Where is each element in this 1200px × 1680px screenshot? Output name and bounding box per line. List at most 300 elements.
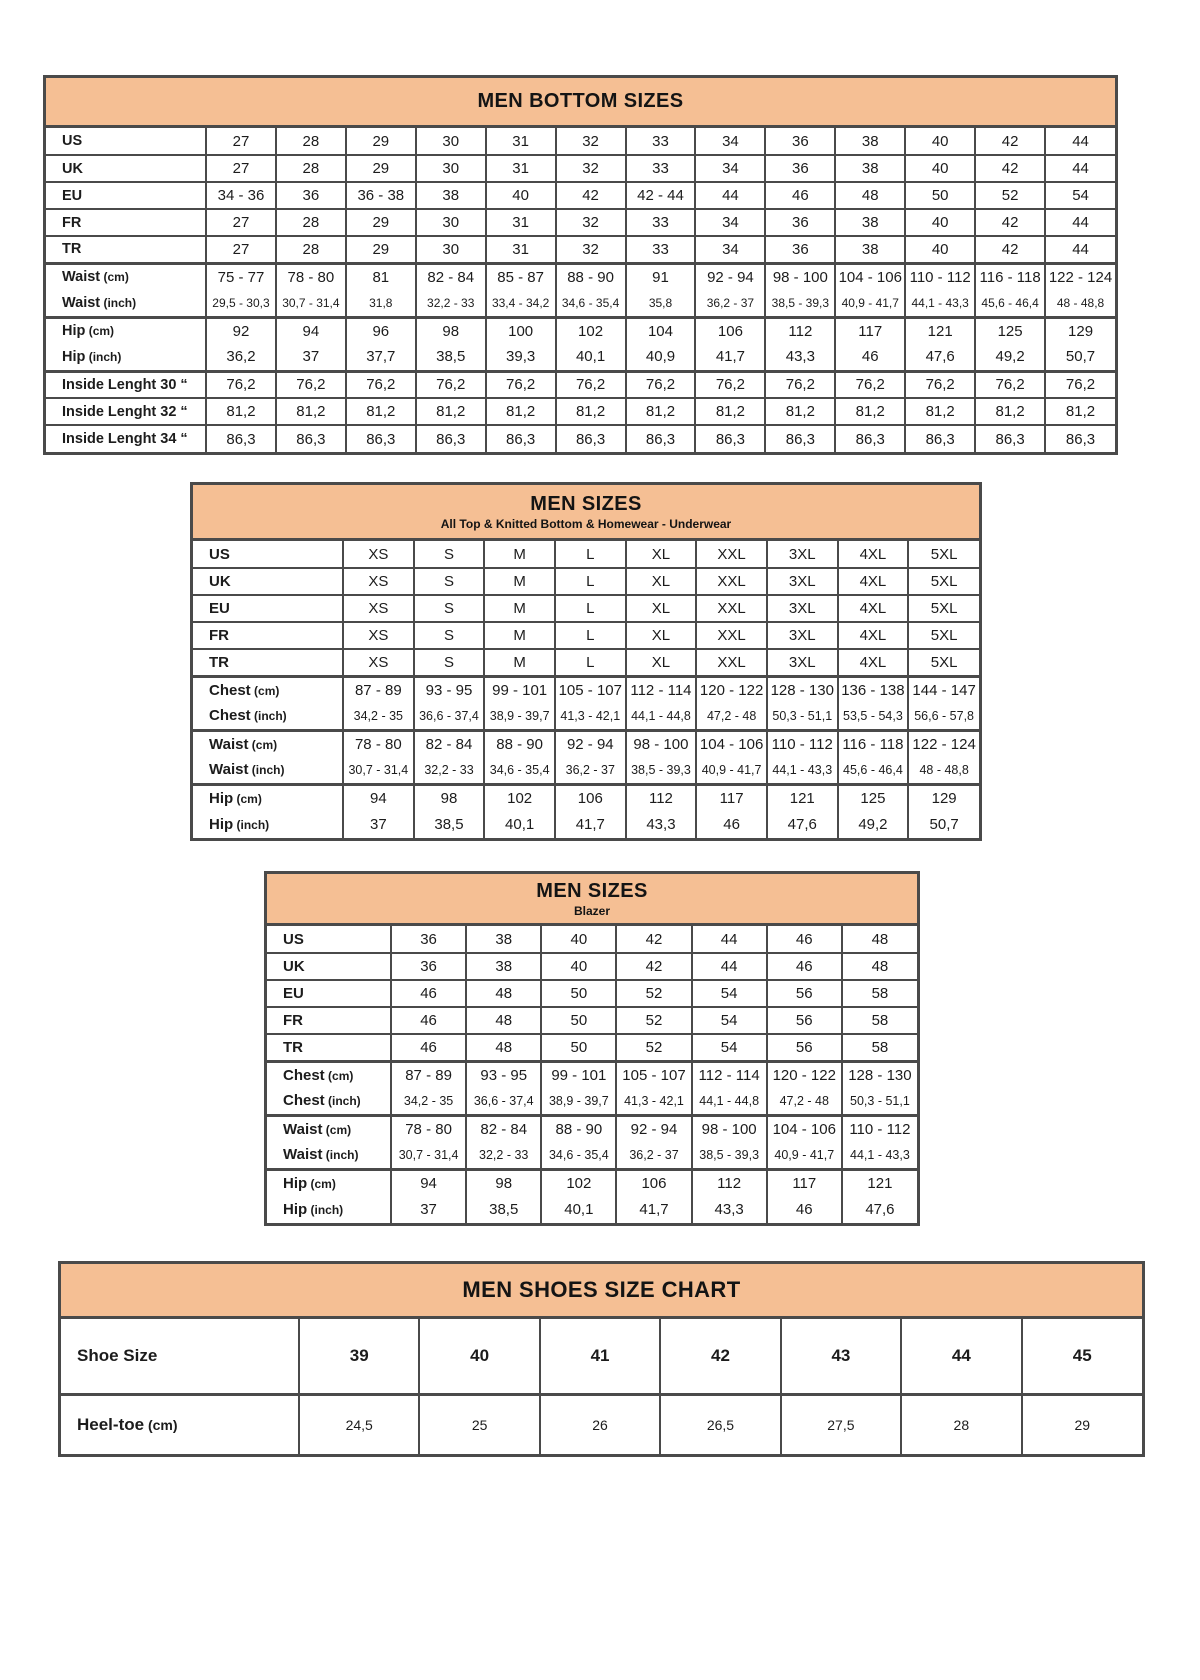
table-cell: 31 <box>486 209 556 236</box>
table-cell: 110 - 112 <box>767 730 838 757</box>
table-cell: 106 <box>555 784 626 811</box>
table-cell: 34 - 36 <box>206 182 276 209</box>
men-bottom-sizes-grid <box>46 128 1115 452</box>
table-cell: 46 <box>391 980 466 1007</box>
table-cell: 76,2 <box>416 371 486 398</box>
table-row <box>46 290 1115 317</box>
table-cell: 33 <box>626 155 696 182</box>
table-cell: 42 - 44 <box>626 182 696 209</box>
table-cell: 29 <box>346 236 416 263</box>
table-cell: 27 <box>206 128 276 155</box>
table-row <box>193 568 979 595</box>
row-label: Waist (cm) <box>193 730 343 757</box>
table-cell: 44,1 - 43,3 <box>767 757 838 784</box>
row-label: US <box>283 930 304 948</box>
row-label: UK <box>46 155 206 182</box>
table-cell: 4XL <box>838 595 909 622</box>
table-cell: 93 - 95 <box>414 676 485 703</box>
table-cell: S <box>414 622 485 649</box>
table-cell: 92 - 94 <box>616 1115 691 1142</box>
row-label: Waist (inch) <box>62 294 137 311</box>
table-cell: 40 <box>905 209 975 236</box>
table-cell: M <box>484 568 555 595</box>
table-cell: 40 <box>905 236 975 263</box>
table-cell: 49,2 <box>975 344 1045 371</box>
row-label: Chest (inch) <box>283 1092 361 1110</box>
table-cell: 112 - 114 <box>692 1061 767 1088</box>
table-cell: 37 <box>276 344 346 371</box>
table-title: MEN SIZES <box>536 879 648 902</box>
table-cell: 78 - 80 <box>276 263 346 290</box>
table-cell: 76,2 <box>905 371 975 398</box>
table-cell: 34 <box>695 236 765 263</box>
table-cell: 98 - 100 <box>765 263 835 290</box>
table-cell: 86,3 <box>975 425 1045 452</box>
row-label: EU <box>267 980 391 1007</box>
table-cell: 44,1 - 44,8 <box>692 1088 767 1115</box>
table-cell: 117 <box>767 1169 842 1196</box>
table-cell: 94 <box>276 317 346 344</box>
table-cell: 38,5 <box>414 811 485 838</box>
row-label: Inside Lenght 30 “ <box>46 371 206 398</box>
table-cell: 42 <box>556 182 626 209</box>
table-cell: 36,2 - 37 <box>616 1142 691 1169</box>
table-cell: 34,6 - 35,4 <box>541 1142 616 1169</box>
table-cell: 41,3 - 42,1 <box>616 1088 691 1115</box>
table-cell: 92 - 94 <box>555 730 626 757</box>
table-cell: 48 - 48,8 <box>1045 290 1115 317</box>
table-cell: 44 <box>1045 236 1115 263</box>
table-cell: 112 <box>692 1169 767 1196</box>
men-sizes-top-header <box>193 485 979 541</box>
table-cell: 76,2 <box>346 371 416 398</box>
table-cell: 82 - 84 <box>416 263 486 290</box>
table-cell: L <box>555 649 626 676</box>
table-cell: 81,2 <box>626 398 696 425</box>
table-cell: 38 <box>466 953 541 980</box>
table-cell: 48 <box>466 980 541 1007</box>
table-row <box>46 344 1115 371</box>
table-row <box>46 182 1115 209</box>
table-cell: 56,6 - 57,8 <box>908 703 979 730</box>
table-cell: 36 <box>765 155 835 182</box>
table-cell: 30 <box>416 155 486 182</box>
table-cell: 40,1 <box>484 811 555 838</box>
table-row <box>267 1061 917 1088</box>
table-row <box>267 1169 917 1196</box>
table-cell: 34,2 - 35 <box>343 703 414 730</box>
table-row <box>46 398 1115 425</box>
table-cell: 47,6 <box>842 1196 917 1223</box>
table-cell: XXL <box>696 541 767 568</box>
men-shoes-size-chart-grid <box>61 1319 1142 1454</box>
table-cell: 41,7 <box>695 344 765 371</box>
table-cell: 125 <box>975 317 1045 344</box>
table-cell: 33,4 - 34,2 <box>486 290 556 317</box>
table-cell: 81,2 <box>346 398 416 425</box>
table-cell: 38,5 - 39,3 <box>626 757 697 784</box>
row-label: FR <box>267 1007 391 1034</box>
table-cell: 5XL <box>908 649 979 676</box>
table-cell: 48 <box>466 1007 541 1034</box>
table-cell: 46 <box>391 1034 466 1061</box>
table-cell: 88 - 90 <box>541 1115 616 1142</box>
row-label: Chest (cm) <box>267 1061 391 1088</box>
table-cell: XS <box>343 649 414 676</box>
table-cell: 76,2 <box>765 371 835 398</box>
table-row <box>193 757 979 784</box>
table-cell: 40 <box>905 128 975 155</box>
table-cell: 98 <box>414 784 485 811</box>
table-cell: 94 <box>343 784 414 811</box>
table-cell: 40 <box>486 182 556 209</box>
table-cell: 81 <box>346 263 416 290</box>
table-cell: 45,6 - 46,4 <box>838 757 909 784</box>
table-cell: 33 <box>626 236 696 263</box>
table-cell: 42 <box>975 236 1045 263</box>
table-cell: 120 - 122 <box>767 1061 842 1088</box>
table-cell: 50 <box>541 980 616 1007</box>
table-cell: 54 <box>692 1034 767 1061</box>
table-cell: 41 <box>540 1319 660 1394</box>
table-cell: 58 <box>842 1034 917 1061</box>
table-cell: 34 <box>695 209 765 236</box>
table-cell: 46 <box>767 1196 842 1223</box>
row-label: Inside Lenght 32 “ <box>46 398 206 425</box>
table-cell: 36 <box>765 209 835 236</box>
table-title: MEN BOTTOM SIZES <box>477 90 684 112</box>
table-row <box>46 371 1115 398</box>
table-cell: 38 <box>835 155 905 182</box>
table-cell: 56 <box>767 1007 842 1034</box>
table-cell: 86,3 <box>1045 425 1115 452</box>
table-cell: 44 <box>1045 209 1115 236</box>
table-cell: 36 - 38 <box>346 182 416 209</box>
table-cell: XL <box>626 622 697 649</box>
row-label: Waist (cm) <box>46 263 206 290</box>
table-cell: 36 <box>276 182 346 209</box>
table-cell: 42 <box>975 128 1045 155</box>
table-cell: 34,2 - 35 <box>391 1088 466 1115</box>
table-cell: XS <box>343 622 414 649</box>
table-row <box>46 155 1115 182</box>
table-cell: 38,9 - 39,7 <box>541 1088 616 1115</box>
table-cell: 96 <box>346 317 416 344</box>
table-row <box>267 1115 917 1142</box>
table-cell: 34,6 - 35,4 <box>484 757 555 784</box>
table-cell: 48 <box>835 182 905 209</box>
table-cell: 87 - 89 <box>391 1061 466 1088</box>
table-cell: 38,5 - 39,3 <box>692 1142 767 1169</box>
row-label: UK <box>193 568 343 595</box>
table-cell: 36 <box>765 236 835 263</box>
table-cell: 42 <box>660 1319 780 1394</box>
table-cell: 86,3 <box>276 425 346 452</box>
table-row <box>267 953 917 980</box>
table-cell: XL <box>626 649 697 676</box>
row-label: Waist (cm) <box>267 1115 391 1142</box>
table-cell: 28 <box>901 1394 1021 1454</box>
table-cell: 32,2 - 33 <box>416 290 486 317</box>
table-cell: 3XL <box>767 568 838 595</box>
table-cell: 29 <box>346 128 416 155</box>
table-cell: 45,6 - 46,4 <box>975 290 1045 317</box>
table-cell: L <box>555 595 626 622</box>
table-cell: 82 - 84 <box>414 730 485 757</box>
table-cell: 42 <box>975 209 1045 236</box>
table-row <box>61 1319 1142 1394</box>
table-cell: 129 <box>1045 317 1115 344</box>
table-cell: 40 <box>419 1319 539 1394</box>
table-cell: 44,1 - 43,3 <box>842 1142 917 1169</box>
table-cell: 26,5 <box>660 1394 780 1454</box>
table-cell: 85 - 87 <box>486 263 556 290</box>
row-label: UK <box>267 953 391 980</box>
men-sizes-blazer-header <box>267 874 917 926</box>
table-cell: 38,5 - 39,3 <box>765 290 835 317</box>
table-cell: 46 <box>696 811 767 838</box>
table-row <box>61 1394 1142 1454</box>
table-cell: 32 <box>556 209 626 236</box>
table-cell: XXL <box>696 649 767 676</box>
men-bottom-sizes-header <box>46 78 1115 128</box>
table-cell: 82 - 84 <box>466 1115 541 1142</box>
row-label: Hip (cm) <box>193 784 343 811</box>
table-cell: 47,6 <box>767 811 838 838</box>
table-cell: 29 <box>346 155 416 182</box>
table-row <box>267 1088 917 1115</box>
table-cell: 28 <box>276 209 346 236</box>
table-row <box>193 622 979 649</box>
table-row <box>46 317 1115 344</box>
table-cell: 48 <box>842 926 917 953</box>
men-shoes-size-chart-table <box>58 1261 1145 1457</box>
table-cell: XXL <box>696 568 767 595</box>
table-cell: 30 <box>416 209 486 236</box>
table-cell: 116 - 118 <box>838 730 909 757</box>
table-cell: 86,3 <box>765 425 835 452</box>
table-cell: 86,3 <box>486 425 556 452</box>
table-cell: XS <box>343 595 414 622</box>
table-cell: 32 <box>556 155 626 182</box>
table-cell: 52 <box>616 980 691 1007</box>
size-chart-page <box>0 75 1200 1457</box>
table-cell: 81,2 <box>276 398 346 425</box>
table-cell: 98 - 100 <box>626 730 697 757</box>
row-label: Chest (cm) <box>193 676 343 703</box>
row-label: US <box>209 545 230 563</box>
table-cell: 49,2 <box>838 811 909 838</box>
table-cell: 31 <box>486 128 556 155</box>
table-cell: 36,2 <box>206 344 276 371</box>
men-sizes-top-grid <box>193 541 979 838</box>
table-cell: 81,2 <box>905 398 975 425</box>
table-cell: 37 <box>343 811 414 838</box>
table-row <box>46 263 1115 290</box>
table-cell: 76,2 <box>835 371 905 398</box>
table-cell: 5XL <box>908 622 979 649</box>
table-cell: 26 <box>540 1394 660 1454</box>
table-cell: 54 <box>692 980 767 1007</box>
table-cell: 92 <box>206 317 276 344</box>
table-cell: 117 <box>835 317 905 344</box>
table-cell: 78 - 80 <box>343 730 414 757</box>
table-cell: M <box>484 649 555 676</box>
table-cell: 56 <box>767 1034 842 1061</box>
table-cell: 38 <box>466 926 541 953</box>
table-cell: 112 - 114 <box>626 676 697 703</box>
table-cell: 76,2 <box>206 371 276 398</box>
table-cell: M <box>484 541 555 568</box>
table-cell: 50,7 <box>908 811 979 838</box>
table-cell: 81,2 <box>1045 398 1115 425</box>
row-label: Waist (inch) <box>283 1146 359 1164</box>
table-cell: 76,2 <box>626 371 696 398</box>
table-cell: 121 <box>905 317 975 344</box>
table-cell: 36,6 - 37,4 <box>466 1088 541 1115</box>
table-cell: L <box>555 541 626 568</box>
table-cell: 48 - 48,8 <box>908 757 979 784</box>
table-cell: 4XL <box>838 568 909 595</box>
table-cell: 33 <box>626 209 696 236</box>
table-cell: XXL <box>696 595 767 622</box>
table-cell: 86,3 <box>206 425 276 452</box>
table-cell: 105 - 107 <box>616 1061 691 1088</box>
table-row <box>46 128 1115 155</box>
table-cell: 58 <box>842 1007 917 1034</box>
table-cell: 76,2 <box>486 371 556 398</box>
table-cell: 38,5 <box>416 344 486 371</box>
table-cell: 36,6 - 37,4 <box>414 703 485 730</box>
table-cell: 76,2 <box>975 371 1045 398</box>
table-cell: 28 <box>276 236 346 263</box>
table-cell: 98 <box>416 317 486 344</box>
table-cell: 112 <box>765 317 835 344</box>
table-cell: 39 <box>299 1319 419 1394</box>
table-cell: 76,2 <box>276 371 346 398</box>
table-cell: 92 - 94 <box>695 263 765 290</box>
table-row <box>193 703 979 730</box>
table-cell: 46 <box>767 926 842 953</box>
table-cell: 50 <box>541 1034 616 1061</box>
row-label: US <box>62 133 83 149</box>
table-cell: 136 - 138 <box>838 676 909 703</box>
table-subtitle: All Top & Knitted Bottom & Homewear - Underwear <box>440 516 732 531</box>
table-cell: 56 <box>767 980 842 1007</box>
table-cell: 4XL <box>838 649 909 676</box>
men-shoes-size-chart-header <box>61 1264 1142 1319</box>
row-label: FR <box>46 209 206 236</box>
table-cell: 36 <box>391 953 466 980</box>
table-cell: S <box>414 649 485 676</box>
table-cell: 52 <box>616 1034 691 1061</box>
table-cell: 3XL <box>767 622 838 649</box>
table-row <box>267 926 917 953</box>
table-cell: S <box>414 568 485 595</box>
men-sizes-blazer-table <box>264 871 920 1226</box>
table-cell: 112 <box>626 784 697 811</box>
table-cell: 110 - 112 <box>905 263 975 290</box>
table-title: MEN SIZES <box>530 492 642 515</box>
table-cell: 43 <box>781 1319 901 1394</box>
table-cell: 40 <box>905 155 975 182</box>
table-cell: 25 <box>419 1394 539 1454</box>
table-cell: S <box>414 541 485 568</box>
table-row <box>193 784 979 811</box>
table-cell: 44,1 - 44,8 <box>626 703 697 730</box>
table-cell: 30 <box>416 236 486 263</box>
table-cell: 129 <box>908 784 979 811</box>
table-cell: 34 <box>695 155 765 182</box>
table-cell: 122 - 124 <box>908 730 979 757</box>
table-cell: 50 <box>905 182 975 209</box>
table-cell: 128 - 130 <box>767 676 838 703</box>
table-cell: 116 - 118 <box>975 263 1045 290</box>
table-cell: 4XL <box>838 622 909 649</box>
table-cell: 44,1 - 43,3 <box>905 290 975 317</box>
table-cell: M <box>484 595 555 622</box>
table-cell: 102 <box>556 317 626 344</box>
table-cell: M <box>484 622 555 649</box>
row-label: Hip (cm) <box>267 1169 391 1196</box>
table-cell: 47,6 <box>905 344 975 371</box>
table-cell: 98 <box>466 1169 541 1196</box>
table-cell: 76,2 <box>556 371 626 398</box>
table-cell: 36,2 - 37 <box>555 757 626 784</box>
table-cell: 91 <box>626 263 696 290</box>
table-cell: 44 <box>901 1319 1021 1394</box>
table-cell: 105 - 107 <box>555 676 626 703</box>
table-cell: XXL <box>696 622 767 649</box>
table-row <box>267 1007 917 1034</box>
table-cell: 40,9 - 41,7 <box>767 1142 842 1169</box>
table-cell: 54 <box>692 1007 767 1034</box>
table-cell: 35,8 <box>626 290 696 317</box>
table-cell: 81,2 <box>486 398 556 425</box>
row-label: Waist (inch) <box>209 761 285 779</box>
table-cell: 44 <box>1045 128 1115 155</box>
table-cell: 38,5 <box>466 1196 541 1223</box>
table-cell: 94 <box>391 1169 466 1196</box>
table-cell: 38 <box>835 236 905 263</box>
table-cell: 24,5 <box>299 1394 419 1454</box>
table-cell: 86,3 <box>905 425 975 452</box>
table-cell: 104 - 106 <box>767 1115 842 1142</box>
table-row <box>193 541 979 568</box>
table-row <box>193 649 979 676</box>
table-cell: 58 <box>842 980 917 1007</box>
table-cell: 28 <box>276 128 346 155</box>
table-cell: 110 - 112 <box>842 1115 917 1142</box>
table-cell: 30,7 - 31,4 <box>276 290 346 317</box>
table-cell: 30,7 - 31,4 <box>391 1142 466 1169</box>
table-cell: 100 <box>486 317 556 344</box>
table-cell: 117 <box>696 784 767 811</box>
table-cell: 104 - 106 <box>696 730 767 757</box>
table-cell: 76,2 <box>1045 371 1115 398</box>
table-cell: 36,2 - 37 <box>695 290 765 317</box>
table-cell: 44 <box>1045 155 1115 182</box>
table-cell: 40,9 - 41,7 <box>696 757 767 784</box>
table-cell: 31 <box>486 236 556 263</box>
table-cell: 29,5 - 30,3 <box>206 290 276 317</box>
row-label: Shoe Size <box>77 1345 158 1365</box>
table-cell: 86,3 <box>556 425 626 452</box>
table-cell: XL <box>626 541 697 568</box>
table-cell: 81,2 <box>206 398 276 425</box>
table-cell: 42 <box>616 953 691 980</box>
table-cell: 36 <box>391 926 466 953</box>
